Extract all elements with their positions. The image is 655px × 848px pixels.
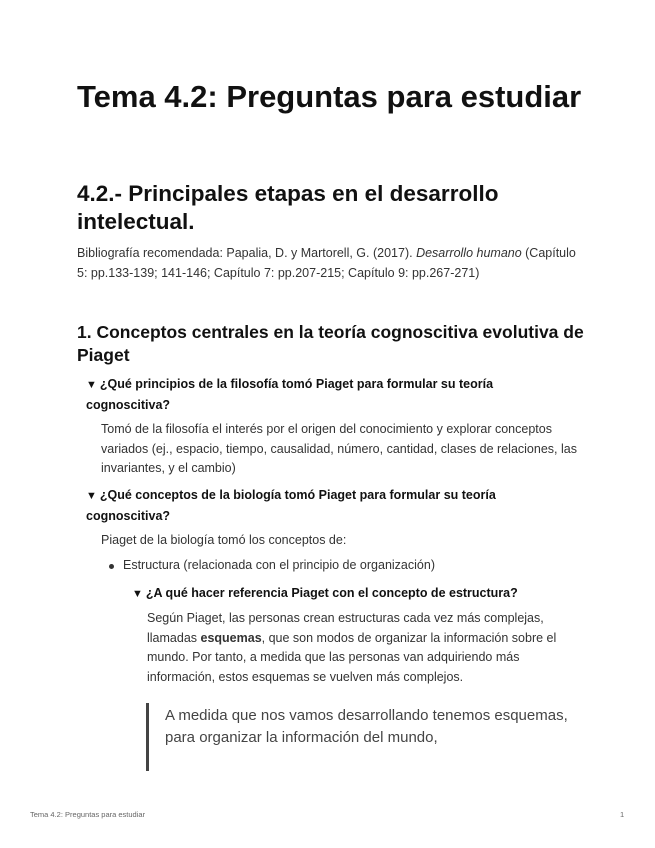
bibliography-book-title: Desarrollo humano (416, 246, 522, 260)
bullet-dot-icon (109, 564, 114, 569)
answer-philosophy: Tomó de la filosofía el interés por el origen del conocimiento y explorar conceptos variados (ej., espacio, tiempo, causalidad, número, cantidad, clases de relaciones, las invariantes, y el cambio) (101, 422, 577, 475)
toggle-triangle-icon[interactable]: ▼ (86, 379, 97, 391)
subheading: 1. Conceptos centrales en la teoría cognoscitiva evolutiva de Piaget (77, 322, 584, 365)
toggle-triangle-icon[interactable]: ▼ (86, 490, 97, 502)
toggle-question-structure[interactable] (132, 584, 572, 605)
question-text: ¿Qué principios de la filosofía tomó Piaget para formular su teoría cognoscitiva? (86, 377, 494, 412)
blockquote: A medida que nos vamos desarrollando tenemos esquemas, para organizar la información del mundo, (165, 707, 568, 746)
bibliography-suffix: (Capítulo 5: pp.133-139; 141-146; Capítulo 7: pp.207-215; Capítulo 9: pp.267-271) (77, 246, 576, 280)
answer-biology: Piaget de la biología tomó los conceptos de: (101, 533, 347, 547)
toggle-question-biology[interactable] (86, 486, 556, 526)
bibliography (77, 244, 577, 283)
page-title: Tema 4.2: Preguntas para estudiar (77, 79, 582, 114)
answer-text: , que son modos de organizar la información sobre el mundo. Por tanto, a medida que las personas van adquiriendo más información, estos esquemas se vuelven más complejos. (147, 630, 557, 684)
toggle-question-philosophy[interactable] (86, 375, 556, 415)
section-heading: 4.2.- Principales etapas en el desarrollo intelectual. (77, 181, 499, 234)
footer-title: Tema 4.2: Preguntas para estudiar (30, 810, 146, 819)
toggle-triangle-icon[interactable]: ▼ (132, 588, 143, 600)
quote-bar (146, 703, 149, 771)
keyword-esquemas: esquemas (200, 630, 262, 645)
question-text: ¿Qué conceptos de la biología tomó Piaget para formular su teoría cognoscitiva? (86, 488, 496, 523)
bullet-structure: Estructura (relacionada con el principio de organización) (123, 558, 435, 572)
answer-structure (147, 609, 577, 687)
footer-page-number: 1 (620, 810, 625, 819)
answer-text: Según Piaget, las personas crean estructuras cada vez más complejas, llamadas (147, 611, 544, 645)
bibliography-prefix: Bibliografía recomendada: Papalia, D. y Martorell, G. (2017). (77, 246, 417, 260)
question-text: ¿A qué hacer referencia Piaget con el concepto de estructura? (145, 586, 518, 600)
